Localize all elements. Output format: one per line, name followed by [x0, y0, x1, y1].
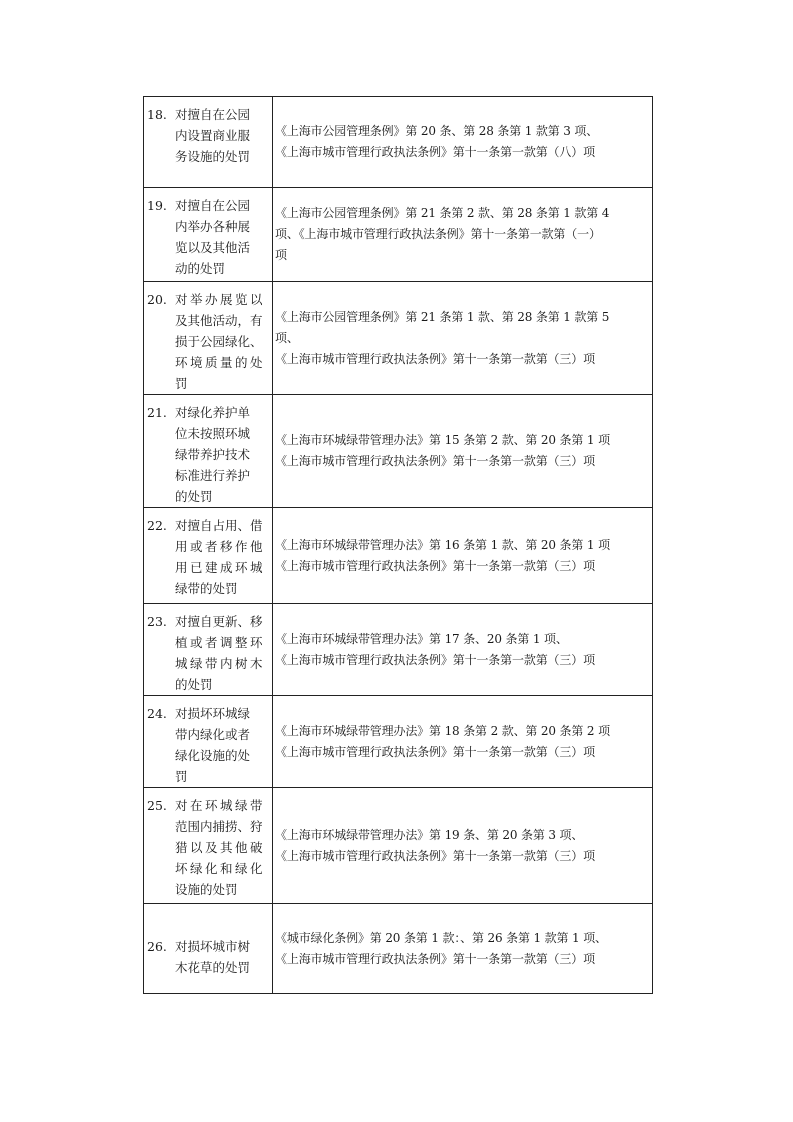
legal-basis-cell [273, 97, 653, 188]
item-text [175, 611, 263, 695]
item-cell [144, 508, 273, 604]
table-row [144, 788, 653, 904]
legal-basis-cell [273, 904, 653, 994]
item-cell [144, 97, 273, 188]
legal-basis-text [273, 430, 652, 472]
table-row [144, 696, 653, 788]
legal-basis-line: 《上海市环城绿带管理办法》第 16 条第 1 款、第 20 条第 1 项 [275, 537, 610, 552]
item-line: 绿化设施的处 [175, 748, 251, 763]
item-number: 26. [147, 939, 167, 954]
legal-basis-text [273, 307, 652, 370]
item-cell [144, 282, 273, 395]
legal-basis-text [273, 721, 652, 763]
legal-basis-line: 《上海市城市管理行政执法条例》第十一条第一款第（八）项 [275, 145, 595, 159]
legal-basis-line: 《上海市公园管理条例》第 21 条第 1 款、第 28 条第 1 款第 5 [275, 309, 610, 324]
legal-basis-cell [273, 508, 653, 604]
item-text [175, 289, 263, 394]
legal-basis-line: 《上海市城市管理行政执法条例》第十一条第一款第（三）项 [275, 652, 595, 667]
item-line: 用或者移作他 [175, 539, 263, 554]
item-text [175, 195, 250, 279]
legal-basis-text [273, 629, 652, 671]
table-row [144, 188, 653, 282]
item-line: 带内绿化或者 [175, 727, 251, 742]
item-line: 动的处罚 [175, 261, 226, 276]
item-line: 的处罚 [175, 677, 213, 692]
item-line: 标准进行养护 [175, 468, 251, 483]
item-line: 对损坏城市树 [175, 939, 251, 954]
item-text [175, 703, 250, 787]
legal-basis-cell [273, 604, 653, 696]
item-line: 猎以及其他破 [175, 840, 263, 855]
penalty-table [143, 96, 653, 994]
item-text [175, 104, 250, 167]
item-line: 环境质量的处 [175, 355, 263, 370]
table-row [144, 97, 653, 188]
item-line: 绿带的处罚 [175, 581, 238, 596]
legal-basis-line: 《上海市环城绿带管理办法》第 19 条、第 20 条第 3 项、 [275, 827, 584, 842]
item-line: 对擅自在公园 [175, 107, 251, 122]
item-cell [144, 904, 273, 994]
item-line: 对举办展览以 [175, 292, 263, 307]
item-text [175, 795, 263, 900]
item-line: 览以及其他活 [175, 240, 251, 255]
item-text [175, 402, 250, 507]
item-line: 内举办各种展 [175, 219, 251, 234]
item-line: 位未按照环城 [175, 426, 251, 441]
legal-basis-text [273, 825, 652, 867]
item-cell [144, 188, 273, 282]
legal-basis-line: 《上海市城市管理行政执法条例》第十一条第一款第（三）项 [275, 454, 595, 468]
item-line: 务设施的处罚 [175, 149, 251, 164]
item-line: 城绿带内树木 [175, 656, 263, 671]
table-row [144, 508, 653, 604]
item-text [175, 936, 250, 978]
item-line: 对擅自更新、移 [175, 614, 263, 629]
legal-basis-cell [273, 696, 653, 788]
penalty-table-body [144, 97, 653, 994]
legal-basis-cell [273, 788, 653, 904]
item-line: 植或者调整环 [175, 635, 263, 650]
legal-basis-line: 《上海市环城绿带管理办法》第 17 条、20 条第 1 项、 [275, 631, 568, 646]
item-cell [144, 604, 273, 696]
item-number: 25. [147, 798, 167, 813]
item-line: 范围内捕捞、狩 [175, 819, 263, 834]
item-line: 对在环城绿带 [175, 798, 263, 813]
table-row [144, 282, 653, 395]
item-line: 罚 [175, 376, 188, 391]
item-line: 对绿化养护单 [175, 405, 251, 420]
legal-basis-line: 项、《上海市城市管理行政执法条例》第十一条第一款第（一） [275, 227, 601, 241]
legal-basis-line: 项、 [275, 330, 299, 345]
legal-basis-line: 《上海市城市管理行政执法条例》第十一条第一款第（三）项 [275, 558, 595, 573]
table-row [144, 904, 653, 994]
legal-basis-line: 《上海市城市管理行政执法条例》第十一条第一款第（三）项 [275, 848, 595, 863]
item-line: 对损坏环城绿 [175, 706, 251, 721]
legal-basis-line: 《上海市城市管理行政执法条例》第十一条第一款第（三）项 [275, 744, 595, 759]
item-line: 木花草的处罚 [175, 960, 251, 975]
item-line: 内设置商业服 [175, 128, 251, 143]
legal-basis-line: 《上海市公园管理条例》第 20 条、第 28 条第 1 款第 3 项、 [275, 124, 599, 138]
legal-basis-cell [273, 395, 653, 508]
legal-basis-line: 《上海市公园管理条例》第 21 条第 2 款、第 28 条第 1 款第 4 [275, 206, 610, 220]
item-line: 损于公园绿化、 [175, 334, 263, 349]
item-cell [144, 788, 273, 904]
item-line: 对擅自占用、借 [175, 518, 263, 533]
item-line: 罚 [175, 769, 188, 784]
legal-basis-line: 项 [275, 248, 287, 262]
item-number: 22. [147, 518, 167, 533]
item-line: 及其他活动，有 [175, 313, 263, 328]
item-number: 24. [147, 706, 167, 721]
legal-basis-text [273, 928, 652, 970]
item-number: 20. [147, 292, 167, 307]
item-line: 的处罚 [175, 489, 213, 504]
legal-basis-line: 《上海市环城绿带管理办法》第 18 条第 2 款、第 20 条第 2 项 [275, 723, 610, 738]
legal-basis-line: 《城市绿化条例》第 20 条第 1 款：、第 26 条第 1 款第 1 项、 [275, 930, 607, 945]
item-line: 设施的处罚 [175, 882, 238, 897]
legal-basis-line: 《上海市城市管理行政执法条例》第十一条第一款第（三）项 [275, 951, 595, 966]
item-line: 坏绿化和绿化 [175, 861, 263, 876]
item-line: 对擅自在公园 [175, 198, 251, 213]
item-line: 绿带养护技术 [175, 447, 251, 462]
item-cell [144, 395, 273, 508]
table-row [144, 604, 653, 696]
table-row [144, 395, 653, 508]
legal-basis-line: 《上海市城市管理行政执法条例》第十一条第一款第（三）项 [275, 351, 595, 366]
item-number: 21. [147, 405, 167, 420]
legal-basis-text [273, 535, 652, 577]
legal-basis-line: 《上海市环城绿带管理办法》第 15 条第 2 款、第 20 条第 1 项 [275, 433, 610, 447]
item-number: 18. [147, 107, 167, 122]
item-number: 19. [147, 198, 167, 213]
legal-basis-text [273, 203, 652, 266]
legal-basis-text [273, 121, 652, 163]
item-text [175, 515, 263, 599]
item-cell [144, 696, 273, 788]
legal-basis-cell [273, 188, 653, 282]
item-line: 用已建成环城 [175, 560, 263, 575]
legal-basis-cell [273, 282, 653, 395]
item-number: 23. [147, 614, 167, 629]
